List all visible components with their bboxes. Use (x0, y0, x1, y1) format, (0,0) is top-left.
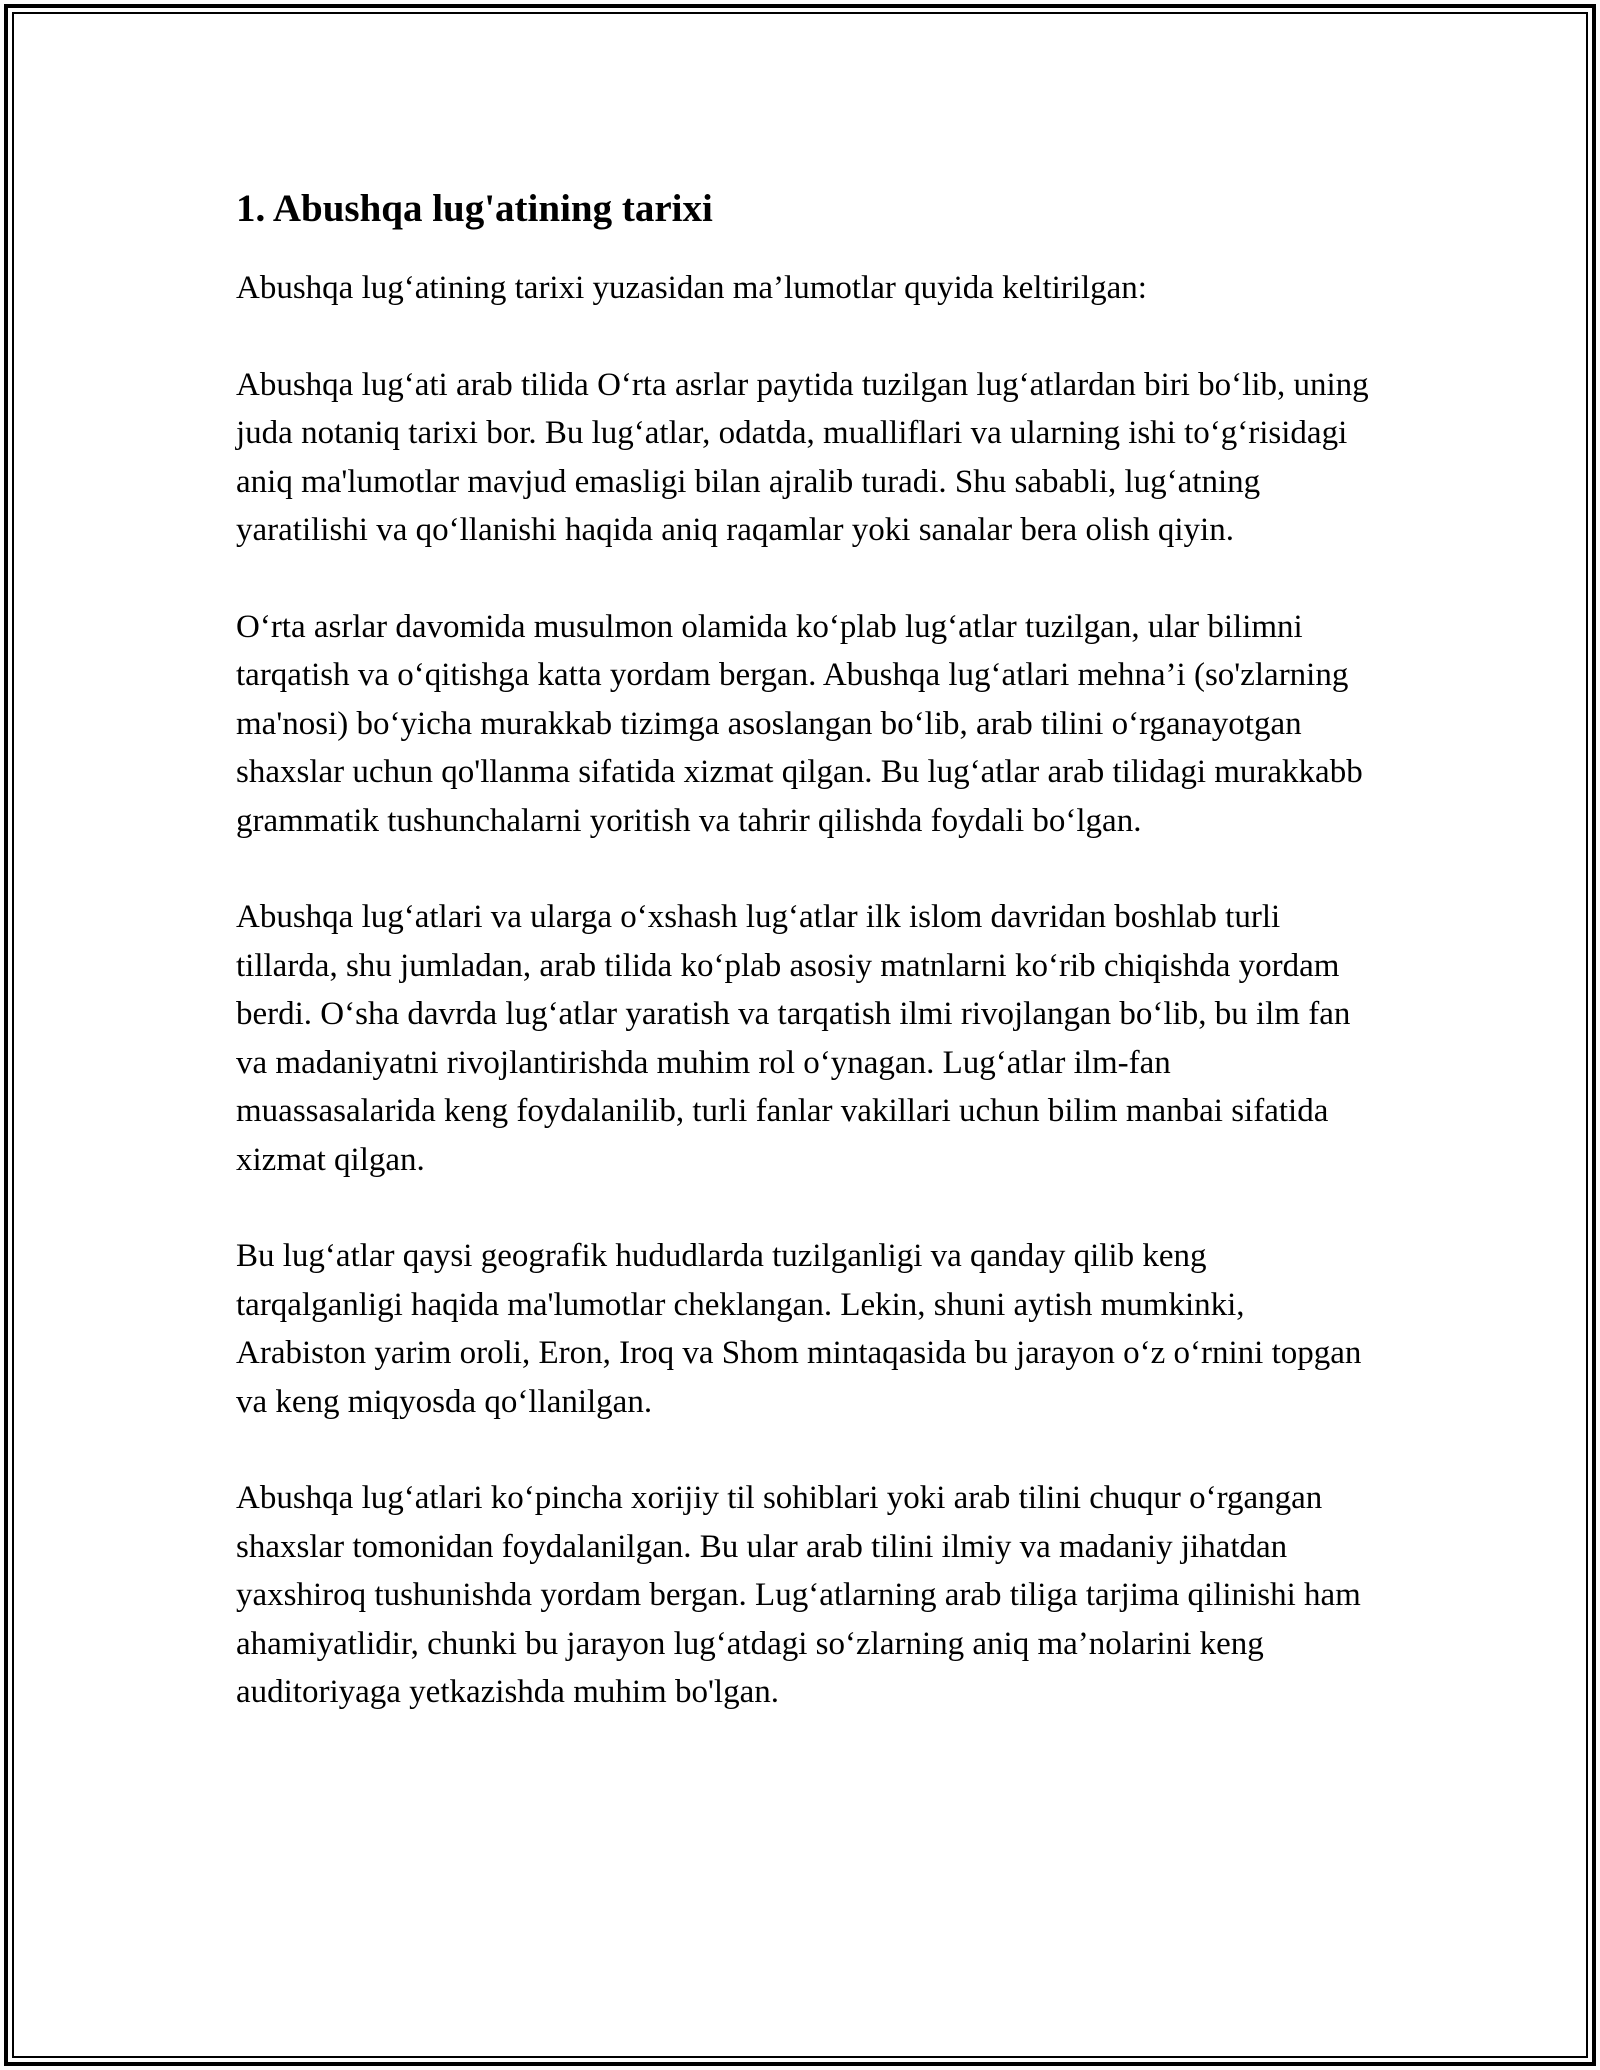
body-paragraph: Abushqa lug‘atlari ko‘pincha xorijiy til sohiblari yoki arab tilini chuqur o‘rgangan shaxslar tomonidan foydalanilgan. Bu ular arab tilini ilmiy va madaniy jihatdan yaxshiroq tushunishda yordam bergan. Lug‘atlarning arab tiliga tarjima qilinishi ham ahamiyatlidir, chunki bu jarayon lug‘atdagi so‘zlarning aniq ma’nolarini keng auditoriyaga yetkazishda muhim bo'lgan. (236, 1480, 1361, 1710)
body-paragraph: Abushqa lug‘ati arab tilida O‘rta asrlar paytida tuzilgan lug‘atlardan biri bo‘lib, uning juda notaniq tarixi bor. Bu lug‘atlar, odatda, mualliflari va ularning ishi to‘g‘risidagi aniq ma'lumotlar mavjud emasligi bilan ajralib turadi. Shu sababli, lug‘atning yaratilishi va qo‘llanishi haqida aniq raqamlar yoki sanalar bera olish qiyin. (236, 366, 1369, 548)
intro-paragraph: Abushqa lug‘atining tarixi yuzasidan ma’lumotlar quyida keltirilgan: (236, 270, 1147, 306)
body-paragraph: Abushqa lug‘atlari va ularga o‘xshash lug‘atlar ilk islom davridan boshlab turli tillarda, shu jumladan, arab tilida ko‘plab asosiy matnlarni ko‘rib chiqishda yordam berdi. O‘sha davrda lug‘atlar yaratish va tarqatish ilmi rivojlangan bo‘lib, bu ilm fan va madaniyatni rivojlantirishda muhim rol o‘ynagan. Lug‘atlar ilm-fan muassasalarida keng foydalanilib, turli fanlar vakillari uchun bilim manbai sifatida xizmat qilgan. (236, 899, 1351, 1178)
document-body (236, 186, 1376, 1765)
body-paragraph: O‘rta asrlar davomida musulmon olamida ko‘plab lug‘atlar tuzilgan, ular bilimni tarqatish va o‘qitishga katta yordam bergan. Abushqa lug‘atlari mehna’i (so'zlarning ma'nosi) bo‘yicha murakkab tizimga asoslangan bo‘lib, arab tilini o‘rganayotgan shaxslar uchun qo'llanma sifatida xizmat qilgan. Bu lug‘atlar arab tilidagi murakkabb grammatik tushunchalarni yoritish va tahrir qilishda foydali bo‘lgan. (236, 608, 1363, 839)
body-paragraph: Bu lug‘atlar qaysi geografik hududlarda tuzilganligi va qanday qilib keng tarqalganligi haqida ma'lumotlar cheklangan. Lekin, shuni aytish mumkinki, Arabiston yarim oroli, Eron, Iroq va Shom mintaqasida bu jarayon o‘z o‘rnini topgan va keng miqyosda qo‘llanilgan. (236, 1238, 1362, 1420)
section-heading: 1. Abushqa lug'atining tarixi (236, 187, 713, 230)
